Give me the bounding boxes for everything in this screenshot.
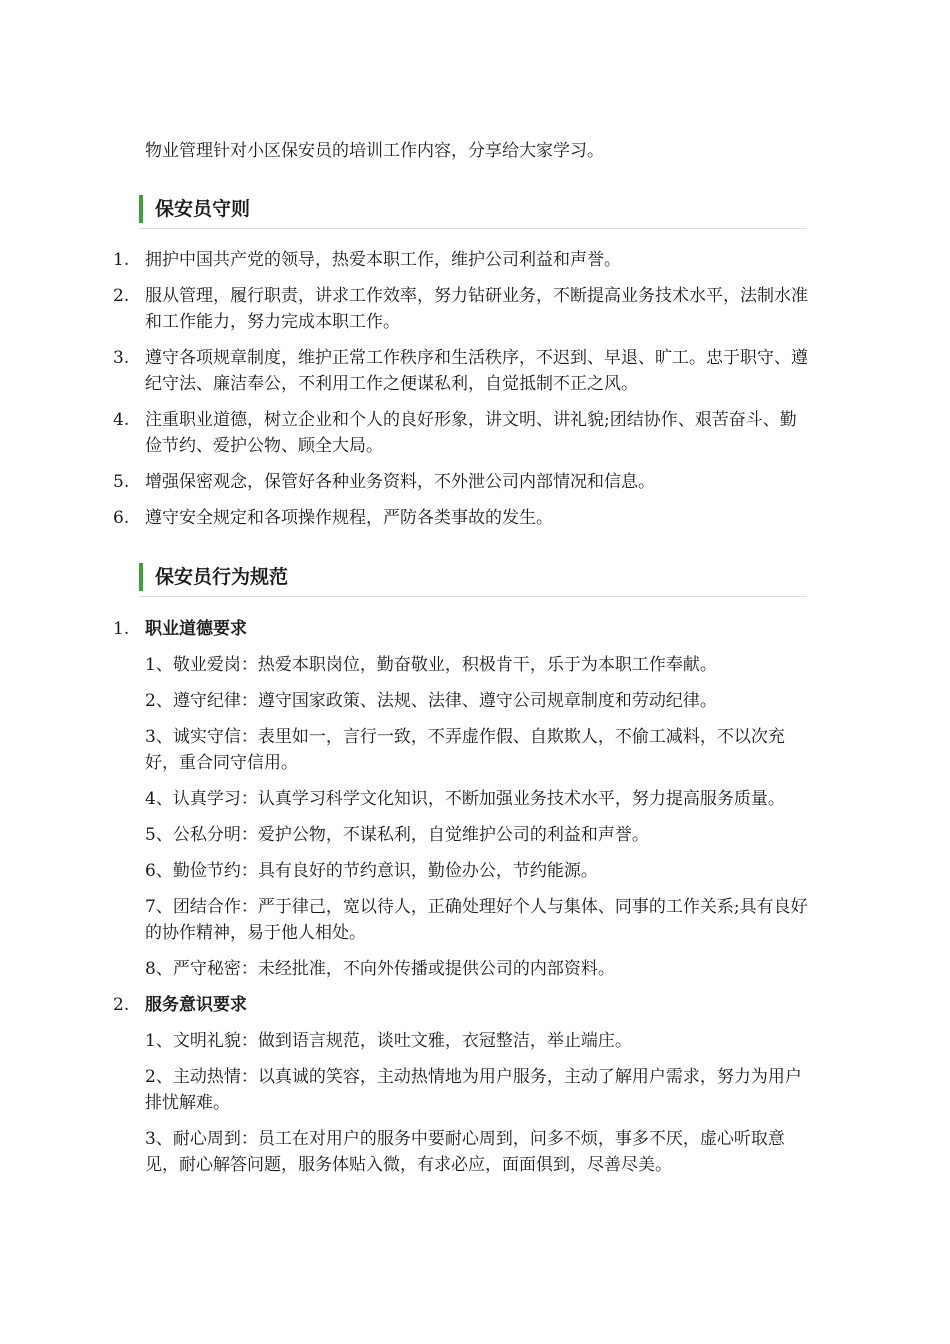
section-heading-text: 保安员行为规范: [155, 566, 289, 588]
subsection-heading: 职业道德要求: [145, 619, 247, 639]
section-heading-conduct: [139, 560, 806, 597]
list-item: [113, 407, 813, 459]
item-text: 服从管理，履行职责，讲求工作效率，努力钻研业务，不断提高业务技术水平，法制水准和工作能力，努力完成本职工作。: [145, 286, 808, 332]
heading-accent-bar: [139, 563, 143, 591]
sub-paragraph: 5、公私分明：爱护公物，不谋私利，自觉维护公司的利益和声誉。: [145, 825, 649, 845]
list-item: [113, 505, 813, 531]
sub-paragraph: 8、严守秘密：未经批准，不向外传播或提供公司的内部资料。: [145, 959, 615, 979]
subsection-body: [145, 1028, 813, 1178]
guard-rules-list: [113, 247, 813, 531]
subsection-body: [145, 652, 813, 982]
item-text: 注重职业道德，树立企业和个人的良好形象，讲文明、讲礼貌;团结协作、艰苦奋斗、勤俭节约、爱护公物、顾全大局。: [145, 410, 797, 456]
list-item-professional-ethics: [113, 616, 813, 982]
item-number: 4.: [113, 410, 130, 430]
item-number: 5.: [113, 472, 130, 492]
list-item: [113, 283, 813, 335]
list-item: [113, 469, 813, 495]
item-number: 3.: [113, 348, 130, 368]
sub-paragraph: 7、团结合作：严于律己，宽以待人，正确处理好个人与集体、同事的工作关系;具有良好的协作精神，易于他人相处。: [145, 897, 808, 943]
item-number: 1.: [113, 619, 130, 639]
item-text: 拥护中国共产党的领导，热爱本职工作，维护公司利益和声誉。: [145, 250, 621, 270]
sub-paragraph: 3、耐心周到：员工在对用户的服务中要耐心周到，问多不烦，事多不厌，虚心听取意见，耐心解答问题，服务体贴入微，有求必应，面面俱到，尽善尽美。: [145, 1129, 785, 1175]
item-number: 2.: [113, 995, 130, 1015]
list-item: [113, 345, 813, 397]
heading-accent-bar: [139, 195, 143, 223]
sub-paragraph: 1、文明礼貌：做到语言规范，谈吐文雅，衣冠整洁，举止端庄。: [145, 1031, 632, 1051]
sub-paragraph: 2、遵守纪律：遵守国家政策、法规、法律、遵守公司规章制度和劳动纪律。: [145, 691, 717, 711]
section-heading-text: 保安员守则: [155, 198, 251, 220]
list-item: [113, 247, 813, 273]
item-text: 增强保密观念，保管好各种业务资料，不外泄公司内部情况和信息。: [145, 472, 655, 492]
subsection-heading: 服务意识要求: [145, 995, 247, 1015]
sub-paragraph: 3、诚实守信：表里如一，言行一致，不弄虚作假、自欺欺人，不偷工减料，不以次充好，重合同守信用。: [145, 727, 785, 773]
sub-paragraph: 4、认真学习：认真学习科学文化知识，不断加强业务技术水平，努力提高服务质量。: [145, 789, 785, 809]
section-heading-guard-rules: [139, 192, 806, 229]
conduct-list: [113, 616, 813, 1178]
sub-paragraph: 1、敬业爱岗：热爱本职岗位，勤奋敬业，积极肯干，乐于为本职工作奉献。: [145, 655, 717, 675]
item-number: 6.: [113, 508, 130, 528]
item-text: 遵守安全规定和各项操作规程，严防各类事故的发生。: [145, 508, 553, 528]
item-number: 2.: [113, 286, 130, 306]
list-item-service-awareness: [113, 992, 813, 1178]
item-text: 遵守各项规章制度，维护正常工作秩序和生活秩序，不迟到、早退、旷工。忠于职守、遵纪守法、廉洁奉公，不利用工作之便谋私利，自觉抵制不正之风。: [145, 348, 808, 394]
item-number: 1.: [113, 250, 130, 270]
intro-paragraph: 物业管理针对小区保安员的培训工作内容，分享给大家学习。: [145, 141, 604, 161]
sub-paragraph: 6、勤俭节约：具有良好的节约意识，勤俭办公，节约能源。: [145, 861, 598, 881]
sub-paragraph: 2、主动热情：以真诚的笑容，主动热情地为用户服务，主动了解用户需求，努力为用户排忧解难。: [145, 1067, 802, 1113]
